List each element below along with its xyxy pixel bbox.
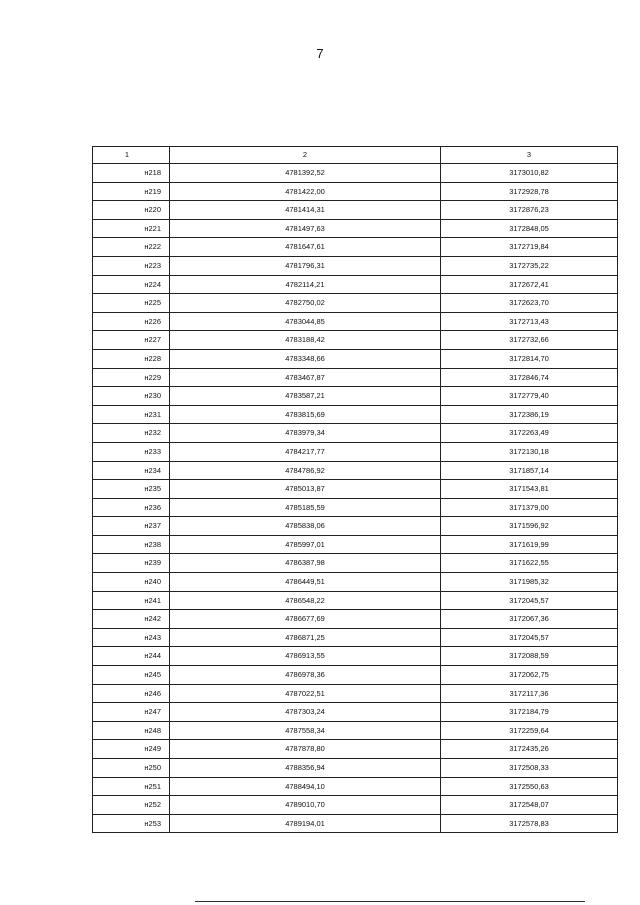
y-coordinate-cell: 3172814,70 [441, 349, 618, 368]
point-id-cell: н237 [93, 517, 170, 536]
y-coordinate-cell: 3172130,18 [441, 442, 618, 461]
y-coordinate-cell: 3172045,57 [441, 628, 618, 647]
x-coordinate-cell: 4786978,36 [170, 666, 441, 685]
x-coordinate-cell: 4788356,94 [170, 759, 441, 778]
table-row [93, 591, 618, 610]
point-id-cell: н248 [93, 721, 170, 740]
y-coordinate-cell: 3171596,92 [441, 517, 618, 536]
table-row [93, 628, 618, 647]
point-id-cell: н222 [93, 238, 170, 257]
table-row [93, 535, 618, 554]
point-id-cell: н231 [93, 405, 170, 424]
column-header-x: 2 [170, 147, 441, 164]
y-coordinate-cell: 3172550,63 [441, 777, 618, 796]
y-coordinate-cell: 3172263,49 [441, 424, 618, 443]
point-id-cell: н228 [93, 349, 170, 368]
x-coordinate-cell: 4783188,42 [170, 331, 441, 350]
x-coordinate-cell: 4783815,69 [170, 405, 441, 424]
point-id-cell: н230 [93, 387, 170, 406]
x-coordinate-cell: 4781422,00 [170, 182, 441, 201]
y-coordinate-cell: 3172386,19 [441, 405, 618, 424]
point-id-cell: н243 [93, 628, 170, 647]
y-coordinate-cell: 3172067,36 [441, 610, 618, 629]
x-coordinate-cell: 4787878,80 [170, 740, 441, 759]
table-row [93, 554, 618, 573]
point-id-cell: н252 [93, 796, 170, 815]
table-row [93, 238, 618, 257]
y-coordinate-cell: 3173010,82 [441, 164, 618, 183]
x-coordinate-cell: 4785185,59 [170, 498, 441, 517]
point-id-cell: н229 [93, 368, 170, 387]
y-coordinate-cell: 3172713,43 [441, 312, 618, 331]
point-id-cell: н244 [93, 647, 170, 666]
table-row [93, 405, 618, 424]
x-coordinate-cell: 4785013,87 [170, 480, 441, 499]
point-id-cell: н247 [93, 703, 170, 722]
point-id-cell: н242 [93, 610, 170, 629]
scan-edge-line [195, 901, 585, 902]
table-row [93, 721, 618, 740]
y-coordinate-cell: 3172735,22 [441, 256, 618, 275]
point-id-cell: н233 [93, 442, 170, 461]
table-row [93, 164, 618, 183]
x-coordinate-cell: 4787022,51 [170, 684, 441, 703]
table-row [93, 517, 618, 536]
y-coordinate-cell: 3171379,00 [441, 498, 618, 517]
y-coordinate-cell: 3171857,14 [441, 461, 618, 480]
point-id-cell: н241 [93, 591, 170, 610]
point-id-cell: н218 [93, 164, 170, 183]
y-coordinate-cell: 3172719,84 [441, 238, 618, 257]
table-row [93, 424, 618, 443]
y-coordinate-cell: 3172435,26 [441, 740, 618, 759]
x-coordinate-cell: 4782114,21 [170, 275, 441, 294]
point-id-cell: н239 [93, 554, 170, 573]
table-row [93, 349, 618, 368]
table-row [93, 201, 618, 220]
y-coordinate-cell: 3172259,64 [441, 721, 618, 740]
y-coordinate-cell: 3172548,07 [441, 796, 618, 815]
point-id-cell: н236 [93, 498, 170, 517]
y-coordinate-cell: 3171622,55 [441, 554, 618, 573]
x-coordinate-cell: 4781796,31 [170, 256, 441, 275]
y-coordinate-cell: 3172846,74 [441, 368, 618, 387]
point-id-cell: н240 [93, 573, 170, 592]
point-id-cell: н238 [93, 535, 170, 554]
coordinates-table-body [93, 147, 618, 833]
table-row [93, 461, 618, 480]
x-coordinate-cell: 4785997,01 [170, 535, 441, 554]
y-coordinate-cell: 3172088,59 [441, 647, 618, 666]
point-id-cell: н232 [93, 424, 170, 443]
x-coordinate-cell: 4781414,31 [170, 201, 441, 220]
table-row [93, 573, 618, 592]
point-id-cell: н223 [93, 256, 170, 275]
y-coordinate-cell: 3172623,70 [441, 294, 618, 313]
x-coordinate-cell: 4783348,66 [170, 349, 441, 368]
point-id-cell: н246 [93, 684, 170, 703]
table-row [93, 610, 618, 629]
x-coordinate-cell: 4786449,51 [170, 573, 441, 592]
x-coordinate-cell: 4783979,34 [170, 424, 441, 443]
table-row [93, 796, 618, 815]
point-id-cell: н219 [93, 182, 170, 201]
x-coordinate-cell: 4788494,10 [170, 777, 441, 796]
x-coordinate-cell: 4786548,22 [170, 591, 441, 610]
point-id-cell: н245 [93, 666, 170, 685]
table-row [93, 703, 618, 722]
point-id-cell: н249 [93, 740, 170, 759]
table-row [93, 777, 618, 796]
table-row [93, 312, 618, 331]
x-coordinate-cell: 4782750,02 [170, 294, 441, 313]
x-coordinate-cell: 4789010,70 [170, 796, 441, 815]
y-coordinate-cell: 3172184,79 [441, 703, 618, 722]
y-coordinate-cell: 3171985,32 [441, 573, 618, 592]
point-id-cell: н220 [93, 201, 170, 220]
point-id-cell: н221 [93, 219, 170, 238]
point-id-cell: н224 [93, 275, 170, 294]
x-coordinate-cell: 4783587,21 [170, 387, 441, 406]
y-coordinate-cell: 3171543,81 [441, 480, 618, 499]
table-header-row [93, 147, 618, 164]
x-coordinate-cell: 4783044,85 [170, 312, 441, 331]
table-row [93, 442, 618, 461]
x-coordinate-cell: 4783467,87 [170, 368, 441, 387]
x-coordinate-cell: 4784217,77 [170, 442, 441, 461]
x-coordinate-cell: 4787558,34 [170, 721, 441, 740]
x-coordinate-cell: 4786913,55 [170, 647, 441, 666]
point-id-cell: н251 [93, 777, 170, 796]
y-coordinate-cell: 3172876,23 [441, 201, 618, 220]
x-coordinate-cell: 4789194,01 [170, 814, 441, 833]
y-coordinate-cell: 3172578,83 [441, 814, 618, 833]
table-row [93, 480, 618, 499]
point-id-cell: н226 [93, 312, 170, 331]
column-header-point: 1 [93, 147, 170, 164]
y-coordinate-cell: 3171619,99 [441, 535, 618, 554]
column-header-y: 3 [441, 147, 618, 164]
y-coordinate-cell: 3172117,36 [441, 684, 618, 703]
table-row [93, 387, 618, 406]
x-coordinate-cell: 4786871,25 [170, 628, 441, 647]
point-id-cell: н227 [93, 331, 170, 350]
table-row [93, 275, 618, 294]
table-row [93, 666, 618, 685]
table-row [93, 368, 618, 387]
table-row [93, 759, 618, 778]
point-id-cell: н250 [93, 759, 170, 778]
table-row [93, 684, 618, 703]
table-row [93, 647, 618, 666]
table-row [93, 219, 618, 238]
x-coordinate-cell: 4785838,06 [170, 517, 441, 536]
page-number: 7 [316, 46, 324, 61]
x-coordinate-cell: 4781497,63 [170, 219, 441, 238]
table-row [93, 182, 618, 201]
x-coordinate-cell: 4786387,98 [170, 554, 441, 573]
y-coordinate-cell: 3172779,40 [441, 387, 618, 406]
table-row [93, 256, 618, 275]
y-coordinate-cell: 3172928,78 [441, 182, 618, 201]
y-coordinate-cell: 3172045,57 [441, 591, 618, 610]
table-row [93, 498, 618, 517]
x-coordinate-cell: 4781392,52 [170, 164, 441, 183]
y-coordinate-cell: 3172732,66 [441, 331, 618, 350]
point-id-cell: н225 [93, 294, 170, 313]
coordinates-table [92, 146, 618, 833]
point-id-cell: н234 [93, 461, 170, 480]
y-coordinate-cell: 3172062,75 [441, 666, 618, 685]
x-coordinate-cell: 4787303,24 [170, 703, 441, 722]
table-row [93, 331, 618, 350]
x-coordinate-cell: 4781647,61 [170, 238, 441, 257]
table-row [93, 814, 618, 833]
y-coordinate-cell: 3172508,33 [441, 759, 618, 778]
y-coordinate-cell: 3172848,05 [441, 219, 618, 238]
table-row [93, 294, 618, 313]
table-row [93, 740, 618, 759]
y-coordinate-cell: 3172672,41 [441, 275, 618, 294]
point-id-cell: н235 [93, 480, 170, 499]
x-coordinate-cell: 4784786,92 [170, 461, 441, 480]
point-id-cell: н253 [93, 814, 170, 833]
x-coordinate-cell: 4786677,69 [170, 610, 441, 629]
